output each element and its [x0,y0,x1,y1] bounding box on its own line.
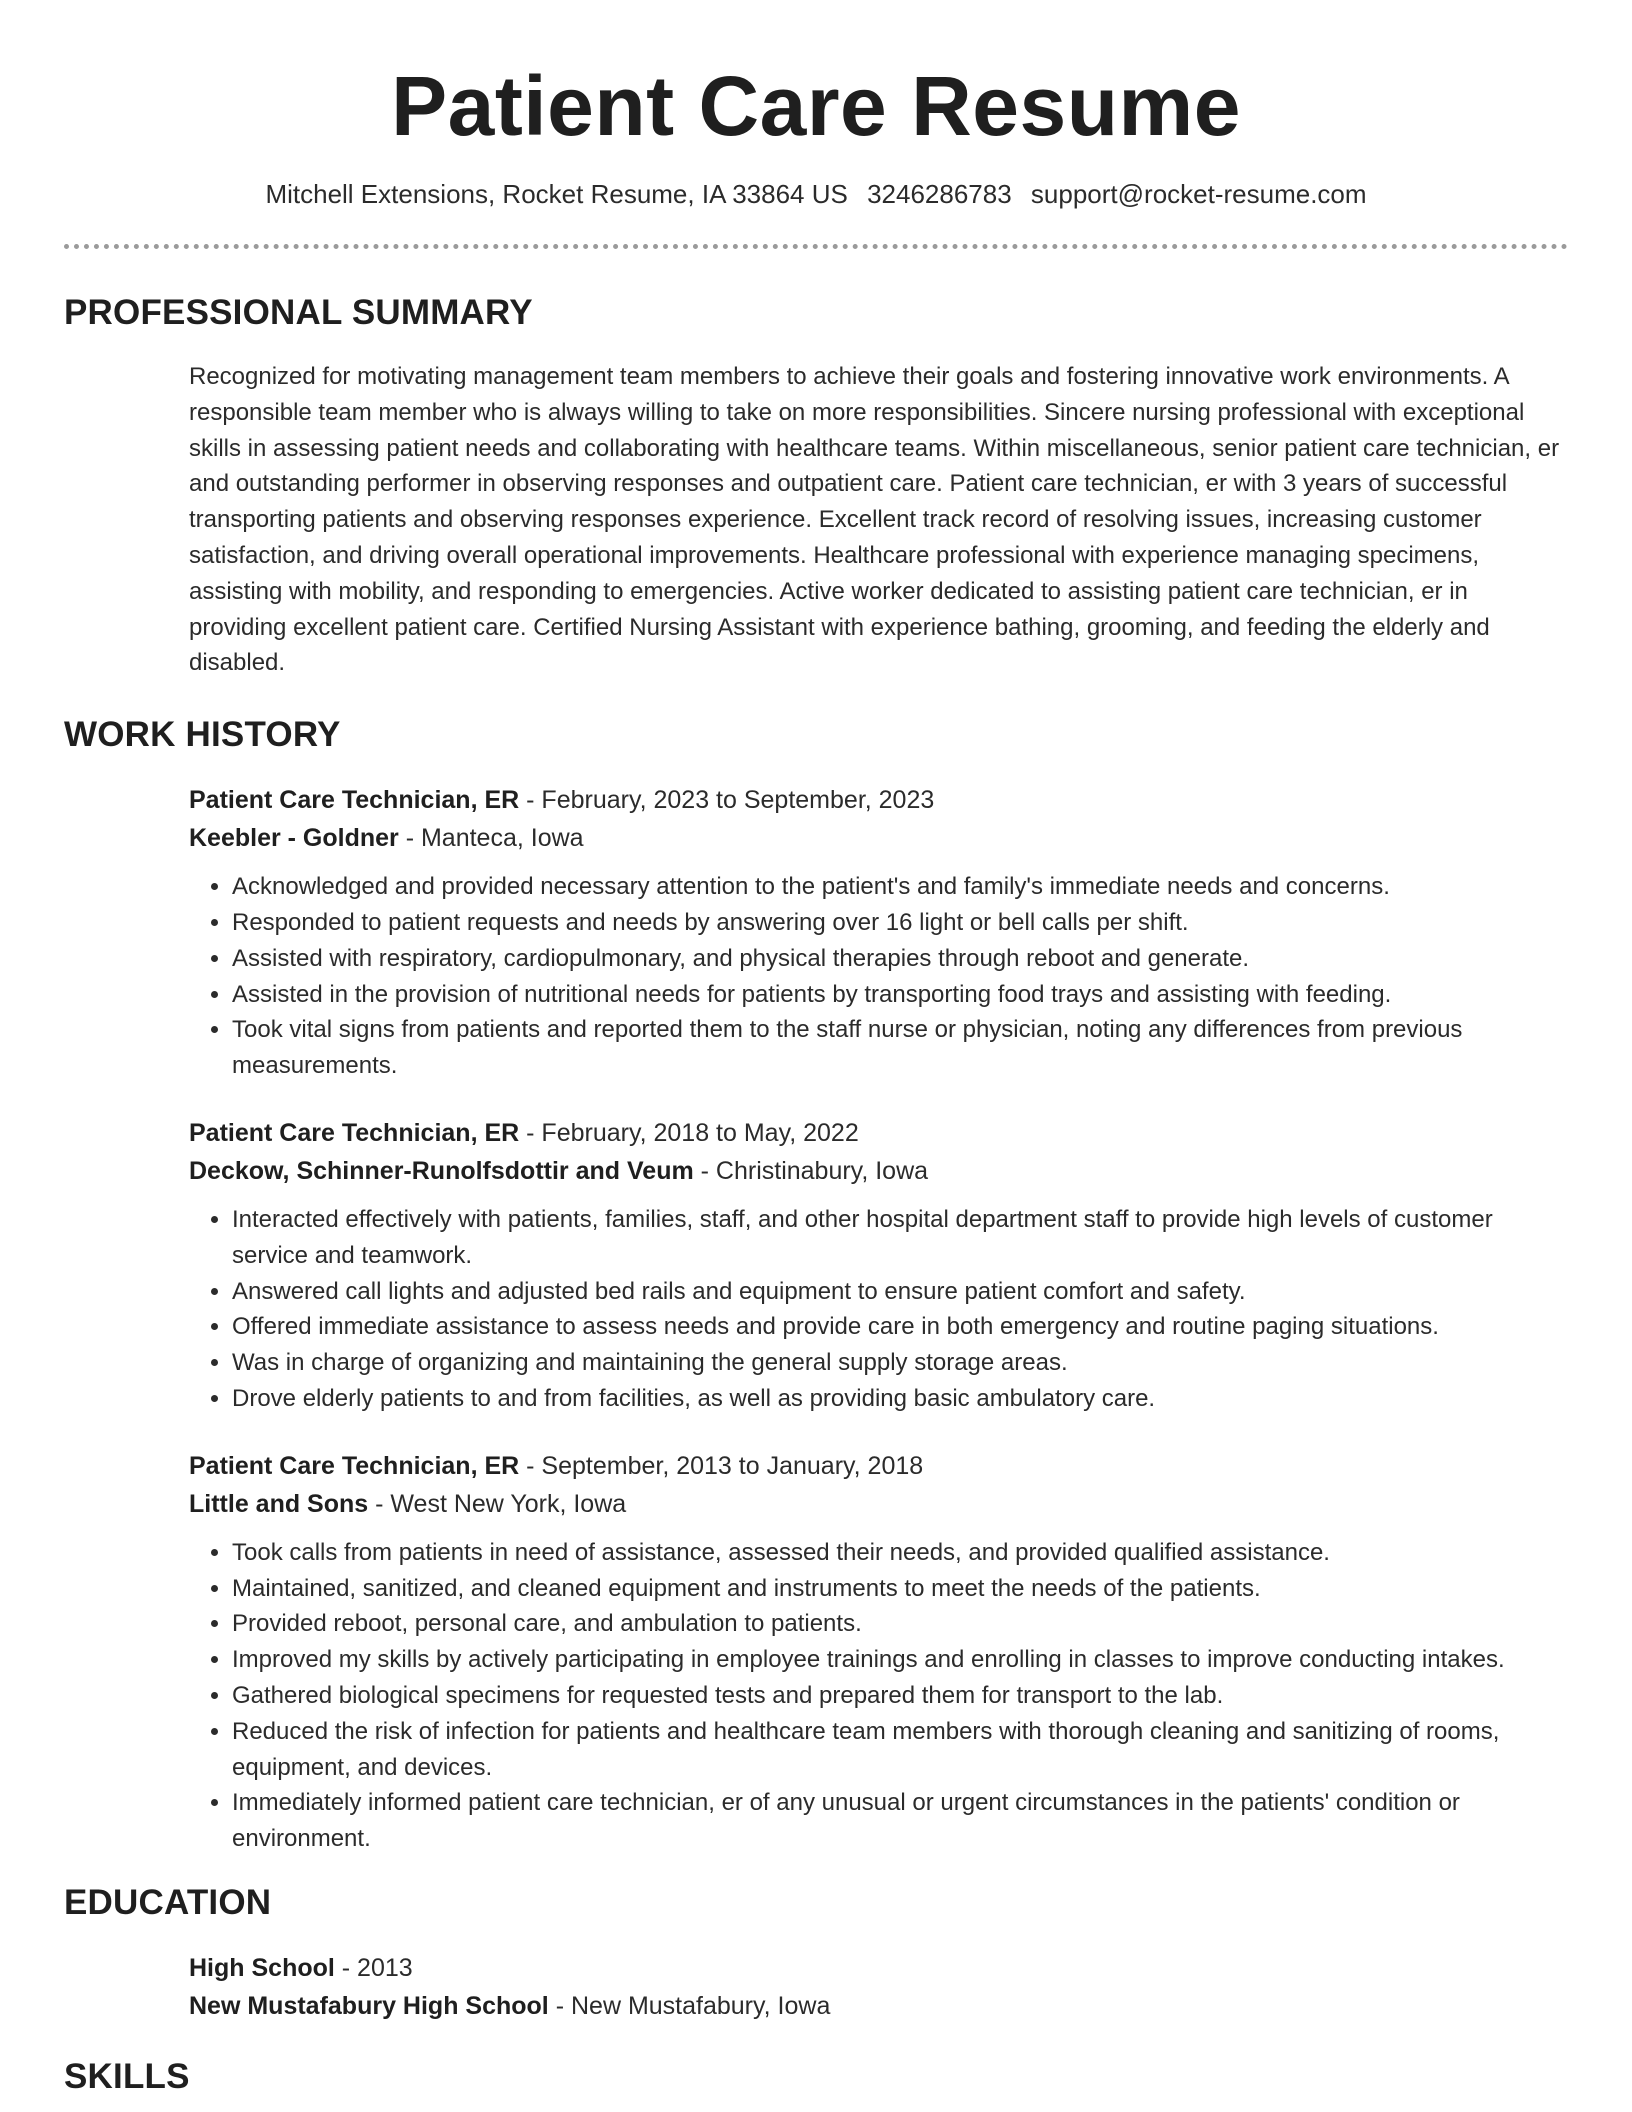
job-location: - West New York, Iowa [368,1489,627,1518]
skills-heading: SKILLS [64,2056,190,2096]
list-item: • Assisted in the provision of nutritional needs for patients by transporting food trays and assisting with feeding. [232,977,1568,1013]
job-bullets [189,1202,1568,1417]
education-location: - New Mustafabury, Iowa [548,1991,831,2020]
summary-heading: PROFESSIONAL SUMMARY [64,293,533,332]
job-dates: - September, 2013 to January, 2018 [519,1451,924,1480]
list-item: • Provided reboot, personal care, and ambulation to patients. [232,1606,1568,1642]
job-entry [189,781,1568,1084]
job-bullets [189,1535,1568,1857]
list-item: • Offered immediate assistance to assess needs and provide care in both emergency and routine paging situations. [232,1309,1568,1345]
job-role: Patient Care Technician, ER [189,786,520,815]
job-entry [189,1114,1568,1417]
list-item: • Maintained, sanitized, and cleaned equipment and instruments to meet the needs of the patients. [232,1571,1568,1607]
contact-phone: 3246286783 [867,179,1012,209]
education-school: New Mustafabury High School [189,1991,549,2020]
job-company-line [189,1152,1568,1190]
contact-line [0,179,1632,210]
summary-text: Recognized for motivating management team members to achieve their goals and fostering innovative work environments. A responsible team member who is always willing to take on more responsibilities. Sincere nursing professional with exceptional skills in assessing patient needs and collaborating with healthcare teams. Within miscellaneous, senior patient care technician, er and outstanding performer in observing responses and outpatient care. Patient care technician, er with 3 years of successful transporting patients and observing responses experience. Excellent track record of resolving issues, increasing customer satisfaction, and driving overall operational improvements. Healthcare professional with experience managing specimens, assisting with mobility, and responding to emergencies. Active worker dedicated to assisting patient care technician, er in providing excellent patient care. Certified Nursing Assistant with experience bathing, grooming, and feeding the elderly and disabled. [189,363,1560,677]
job-company: Little and Sons [189,1489,369,1518]
list-item: • Took calls from patients in need of assistance, assessed their needs, and provided qualified assistance. [232,1535,1568,1571]
contact-address: Mitchell Extensions, Rocket Resume, IA 33864 US [265,179,848,209]
job-location: - Manteca, Iowa [398,824,584,853]
list-item: • Reduced the risk of infection for patients and healthcare team members with thorough cleaning and sanitizing of rooms, equipment, and devices. [232,1714,1568,1786]
list-item: • Answered call lights and adjusted bed rails and equipment to ensure patient comfort and safety. [232,1274,1568,1310]
job-bullets [189,869,1568,1084]
job-dates: - February, 2023 to September, 2023 [519,786,935,815]
list-item: • Improved my skills by actively participating in employee trainings and enrolling in classes to improve conducting intakes. [232,1642,1568,1678]
education-heading: EDUCATION [64,1882,272,1922]
list-item: • Interacted effectively with patients, families, staff, and other hospital department staff to provide high levels of customer service and teamwork. [232,1202,1568,1274]
job-title-line [189,781,1568,819]
education-section [64,1883,1568,2025]
job-company-line [189,819,1568,857]
job-dates: - February, 2018 to May, 2022 [519,1118,859,1147]
list-item: • Responded to patient requests and needs by answering over 16 light or bell calls per shift. [232,905,1568,941]
job-entry [189,1447,1568,1857]
job-company-line [189,1485,1568,1523]
header-divider [64,244,1568,249]
skills-section [64,2057,1568,2097]
job-role: Patient Care Technician, ER [189,1118,520,1147]
list-item: • Took vital signs from patients and reported them to the staff nurse or physician, noting any differences from previous measurements. [232,1012,1568,1084]
list-item: • Drove elderly patients to and from facilities, as well as providing basic ambulatory care. [232,1381,1568,1417]
list-item: • Acknowledged and provided necessary attention to the patient's and family's immediate needs and concerns. [232,869,1568,905]
education-year: - 2013 [334,1953,413,1982]
job-role: Patient Care Technician, ER [189,1451,520,1480]
job-title-line [189,1447,1568,1485]
list-item: • Was in charge of organizing and maintaining the general supply storage areas. [232,1345,1568,1381]
list-item: • Immediately informed patient care technician, er of any unusual or urgent circumstances in the patients' condition or environment. [232,1785,1568,1857]
job-location: - Christinabury, Iowa [693,1156,929,1185]
job-company: Keebler - Goldner [189,824,399,853]
list-item: • Gathered biological specimens for requested tests and prepared them for transport to the lab. [232,1678,1568,1714]
education-school-line [189,1987,1568,2025]
work-history-section [64,715,1568,1857]
education-degree: High School [189,1953,335,1982]
education-degree-line [189,1949,1568,1987]
resume-title: Patient Care Resume [391,59,1241,153]
list-item: • Assisted with respiratory, cardiopulmonary, and physical therapies through reboot and generate. [232,941,1568,977]
contact-email: support@rocket-resume.com [1030,179,1367,209]
summary-section [64,293,1568,681]
job-title-line [189,1114,1568,1152]
job-company: Deckow, Schinner-Runolfsdottir and Veum [189,1156,694,1185]
work-history-heading: WORK HISTORY [64,715,341,755]
